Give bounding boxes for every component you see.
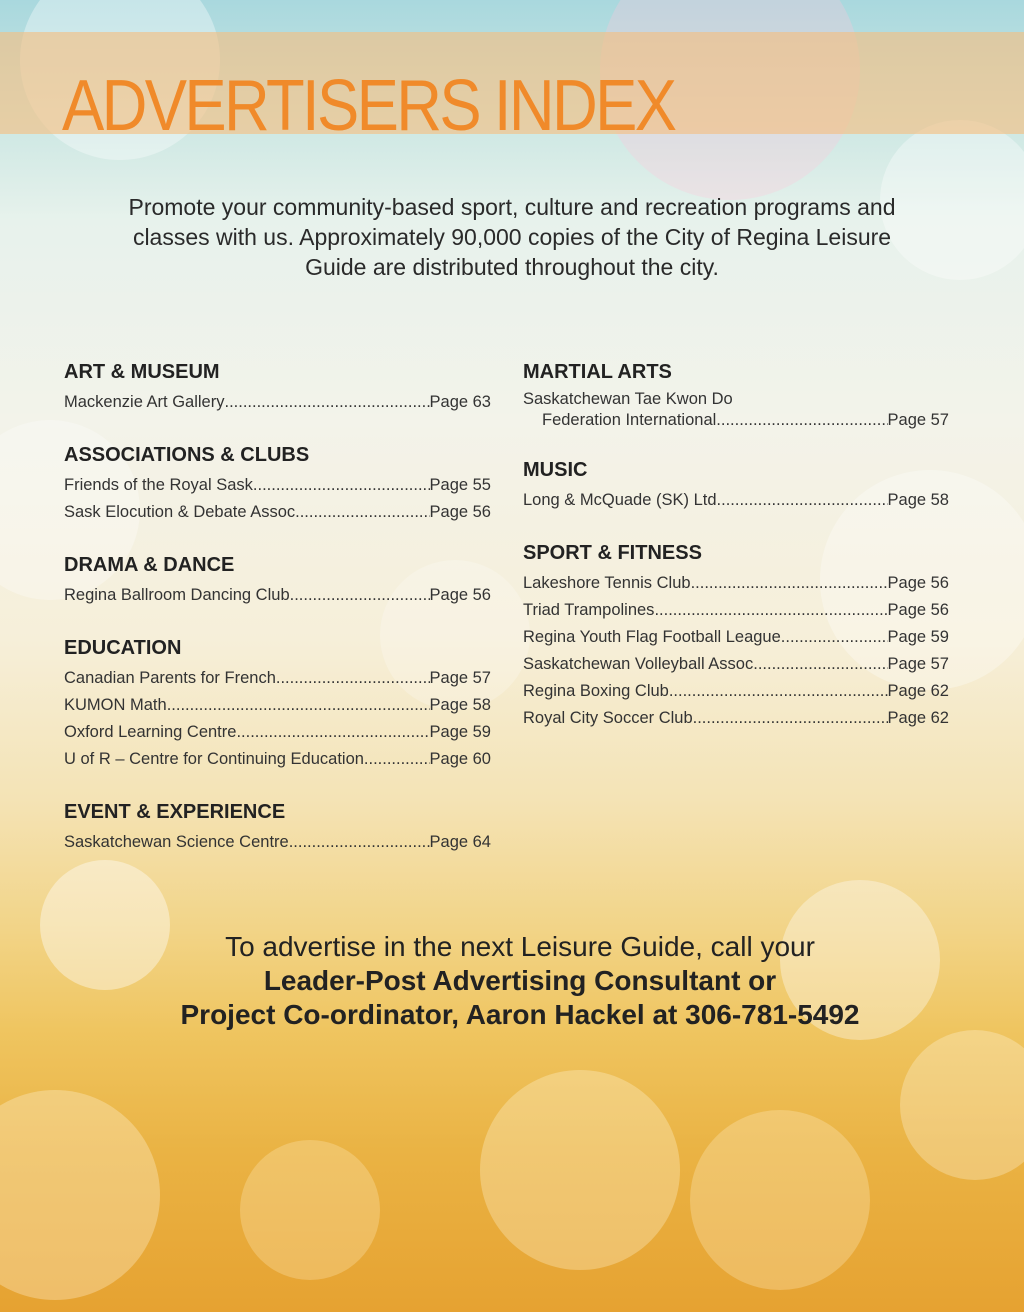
dot-leader: [721, 487, 887, 514]
advertiser-name-line-2: Federation International: [542, 411, 717, 429]
page-number: Page 60: [429, 750, 491, 768]
index-entry: [523, 570, 949, 597]
index-entry: [64, 746, 491, 773]
page-number: Page 59: [429, 723, 491, 741]
section-heading: MUSIC: [523, 459, 588, 481]
index-entry: [523, 487, 949, 514]
cta-line-1: To advertise in the next Leisure Guide, call your: [225, 931, 815, 962]
dot-leader: [716, 410, 887, 431]
cta-line-3: Project Co-ordinator, Aaron Hackel at 306-781-5492: [180, 999, 860, 1030]
page-number: Page 56: [887, 601, 949, 619]
page-number: Page 59: [887, 628, 949, 646]
cta-line-2: Leader-Post Advertising Consultant or: [263, 965, 777, 996]
advertiser-name: Saskatchewan Science Centre: [64, 833, 289, 851]
dot-leader: [289, 829, 430, 856]
dot-leader: [253, 472, 430, 499]
advertiser-name: Royal City Soccer Club: [523, 709, 693, 727]
page-number: Page 58: [887, 491, 949, 509]
advertise-call-to-action: [100, 930, 940, 1032]
advertiser-name: U of R – Centre for Continuing Education: [64, 750, 364, 768]
section-heading: SPORT & FITNESS: [523, 542, 702, 564]
advertiser-name: Friends of the Royal Sask: [64, 476, 253, 494]
right-column: [523, 360, 949, 759]
dot-leader: [693, 705, 888, 732]
dot-leader: [691, 570, 888, 597]
index-entry: [523, 597, 949, 624]
page-number: Page 56: [429, 586, 491, 604]
intro-text: Promote your community-based sport, culture and recreation programs and classes with us. Approximately 90,000 copies of the City of Regina Leisure Guide are distributed throughout the city.: [128, 194, 896, 280]
section-heading: DRAMA & DANCE: [64, 554, 235, 576]
index-entry: [64, 499, 491, 526]
page-number: Page 56: [887, 574, 949, 592]
index-entry: [523, 389, 949, 431]
advertiser-name-line-1: Saskatchewan Tae Kwon Do: [523, 390, 733, 408]
advertiser-name: Sask Elocution & Debate Assoc.: [64, 503, 300, 521]
advertiser-name: Lakeshore Tennis Club: [523, 574, 691, 592]
section-education: [64, 636, 491, 773]
page-title: ADVERTISERS INDEX: [62, 66, 675, 146]
section-art-museum: [64, 360, 491, 416]
index-entry: [64, 719, 491, 746]
section-heading: EVENT & EXPERIENCE: [64, 801, 286, 823]
index-entry: [64, 692, 491, 719]
section-music: [523, 458, 949, 514]
section-heading: ART & MUSEUM: [64, 361, 220, 383]
index-entry: [64, 472, 491, 499]
page-number: Page 57: [429, 669, 491, 687]
dot-leader: [290, 582, 430, 609]
section-associations-clubs: [64, 443, 491, 526]
dot-leader: [236, 719, 429, 746]
section-heading: MARTIAL ARTS: [523, 361, 672, 383]
section-martial-arts: [523, 360, 949, 431]
dot-leader: [276, 665, 430, 692]
index-entry: [64, 665, 491, 692]
index-entry: [523, 705, 949, 732]
advertiser-name: Canadian Parents for French: [64, 669, 276, 687]
index-entry: [64, 389, 491, 416]
section-sport-fitness: [523, 541, 949, 732]
index-entry: [64, 829, 491, 856]
section-heading: ASSOCIATIONS & CLUBS: [64, 444, 310, 466]
advertiser-name: Regina Boxing Club: [523, 682, 669, 700]
advertiser-name: Mackenzie Art Gallery: [64, 393, 225, 411]
page-number: Page 57: [887, 411, 949, 429]
index-entry: [523, 624, 949, 651]
dot-leader: [758, 651, 888, 678]
page-number: Page 63: [429, 393, 491, 411]
dot-leader: [669, 678, 888, 705]
index-entry: [523, 678, 949, 705]
index-entry: [523, 651, 949, 678]
index-entry: [64, 582, 491, 609]
page-number: Page 58: [429, 696, 491, 714]
page-number: Page 62: [887, 709, 949, 727]
dot-leader: [781, 624, 888, 651]
advertiser-name: Regina Ballroom Dancing Club: [64, 586, 290, 604]
section-heading: EDUCATION: [64, 637, 182, 659]
advertiser-name: KUMON Math: [64, 696, 167, 714]
dot-leader: [224, 389, 429, 416]
advertiser-name: Oxford Learning Centre: [64, 723, 237, 741]
section-drama-dance: [64, 553, 491, 609]
left-column: [64, 360, 491, 883]
advertiser-name: Long & McQuade (SK) Ltd.: [523, 491, 722, 509]
advertiser-name: Regina Youth Flag Football League: [523, 628, 781, 646]
section-event-experience: [64, 800, 491, 856]
dot-leader: [654, 597, 887, 624]
advertiser-name: Saskatchewan Volleyball Assoc.: [523, 655, 758, 673]
advertiser-name: Triad Trampolines: [523, 601, 655, 619]
page-number: Page 56: [429, 503, 491, 521]
page-number: Page 64: [429, 833, 491, 851]
page-number: Page 55: [429, 476, 491, 494]
dot-leader: [300, 499, 430, 526]
page-number: Page 57: [887, 655, 949, 673]
page-number: Page 62: [887, 682, 949, 700]
dot-leader: [167, 692, 430, 719]
dot-leader: [364, 746, 430, 773]
